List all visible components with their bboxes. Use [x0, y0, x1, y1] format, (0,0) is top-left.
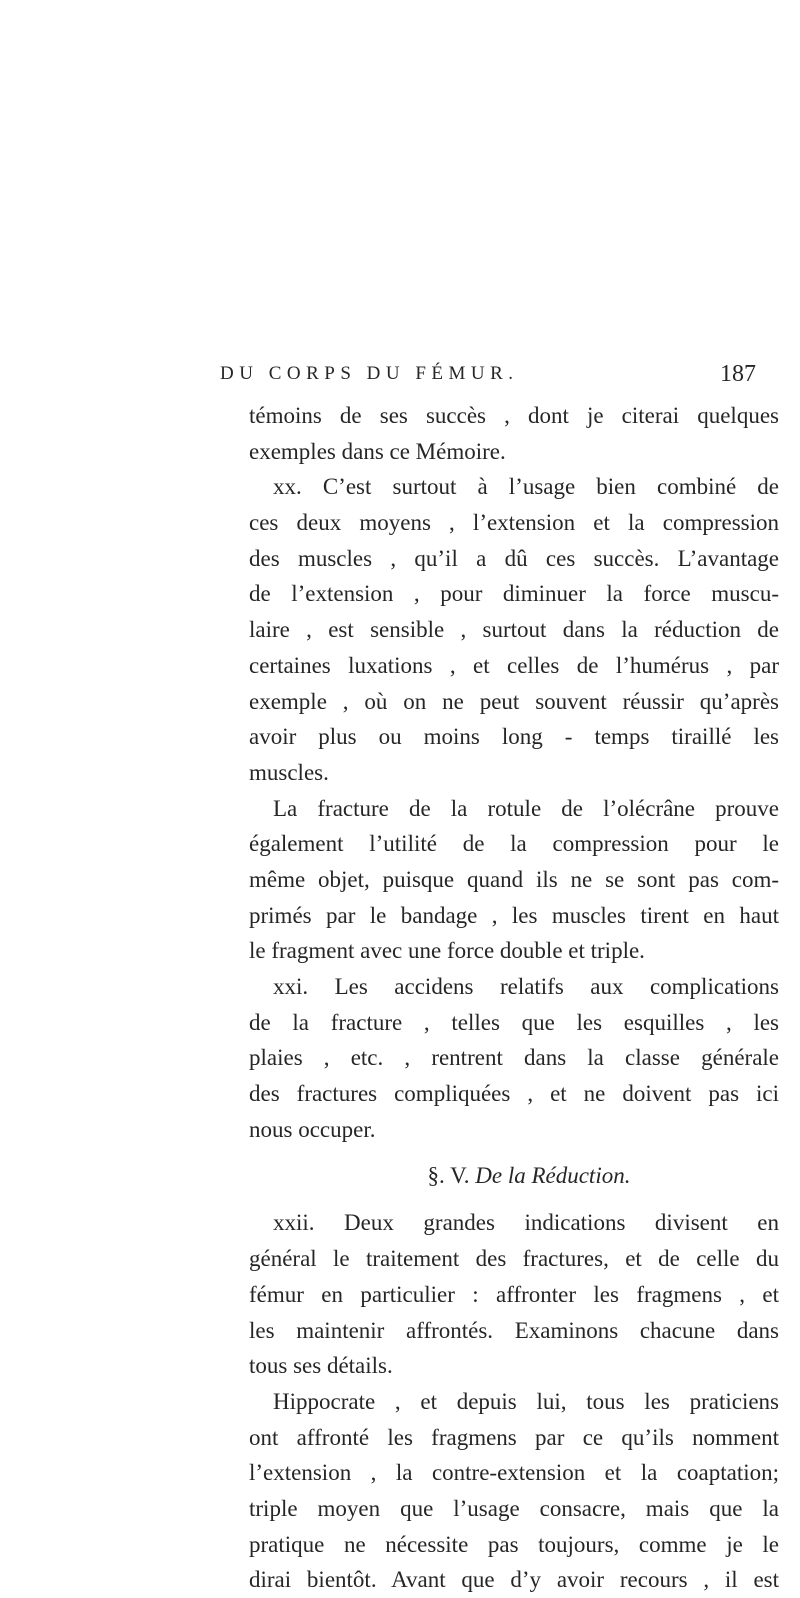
body-text: [249, 398, 779, 1598]
text-line: le fragment avec une force double et triple.: [249, 938, 645, 964]
text-line: les maintenir affrontés. Examinons chacune dans: [249, 1317, 779, 1343]
text-line: Hippocrate , et depuis lui, tous les praticiens: [273, 1388, 779, 1414]
text-line: également l’utilité de la compression pour le: [249, 831, 779, 857]
running-title: DU CORPS DU FÉMUR.: [220, 363, 519, 384]
text-line: avoir plus ou moins long - temps tiraillé les: [249, 724, 779, 750]
text-line: témoins de ses succès , dont je citerai quelques: [249, 403, 779, 428]
text-line: xxii. Deux grandes indications divisent en: [273, 1210, 779, 1236]
text-line: exemple , où on ne peut souvent réussir qu’après: [249, 688, 779, 714]
text-line: des muscles , qu’il a dû ces succès. L’avantage: [249, 545, 779, 571]
text-line: dirai bientôt. Avant que d’y avoir recours , il est: [249, 1567, 779, 1593]
page-number: 187: [720, 361, 756, 387]
text-line: primés par le bandage , les muscles tirent en haut: [249, 902, 779, 928]
running-head: [220, 356, 800, 392]
text-line: La fracture de la rotule de l’olécrâne prouve: [273, 795, 779, 821]
text-line: tous ses détails.: [249, 1353, 393, 1379]
text-line: xx. C’est surtout à l’usage bien combiné de: [273, 474, 779, 500]
text-line: de l’extension , pour diminuer la force muscu-: [249, 581, 779, 607]
text-line: général le traitement des fractures, et de celle du: [249, 1246, 779, 1272]
text-line: triple moyen que l’usage consacre, mais que la: [249, 1495, 779, 1521]
section-number: §. V.: [427, 1163, 470, 1189]
text-line: nous occuper.: [249, 1116, 376, 1142]
text-line: des fractures compliquées , et ne doivent pas ici: [249, 1081, 779, 1107]
text-line: muscles.: [249, 759, 329, 785]
text-line: ont affronté les fragmens par ce qu’ils nomment: [249, 1424, 779, 1450]
text-line: de la fracture , telles que les esquilles , les: [249, 1009, 779, 1035]
text-line: exemples dans ce Mémoire.: [249, 438, 506, 464]
text-line: xxi. Les accidens relatifs aux complications: [273, 974, 779, 999]
text-line: pratique ne nécessite pas toujours, comme je le: [249, 1531, 779, 1557]
text-line: certaines luxations , et celles de l’humérus , par: [249, 652, 779, 678]
section-heading: [249, 1147, 779, 1205]
text-line: laire , est sensible , surtout dans la réduction de: [249, 617, 779, 643]
section-title: De la Réduction.: [475, 1163, 631, 1189]
text-line: ces deux moyens , l’extension et la compression: [249, 510, 779, 536]
text-line: l’extension , la contre-extension et la coaptation;: [249, 1460, 779, 1486]
text-line: plaies , etc. , rentrent dans la classe générale: [249, 1045, 779, 1071]
text-line: même objet, puisque quand ils ne se sont pas com-: [249, 866, 779, 892]
text-line: fémur en particulier : affronter les fragmens , et: [249, 1281, 779, 1307]
